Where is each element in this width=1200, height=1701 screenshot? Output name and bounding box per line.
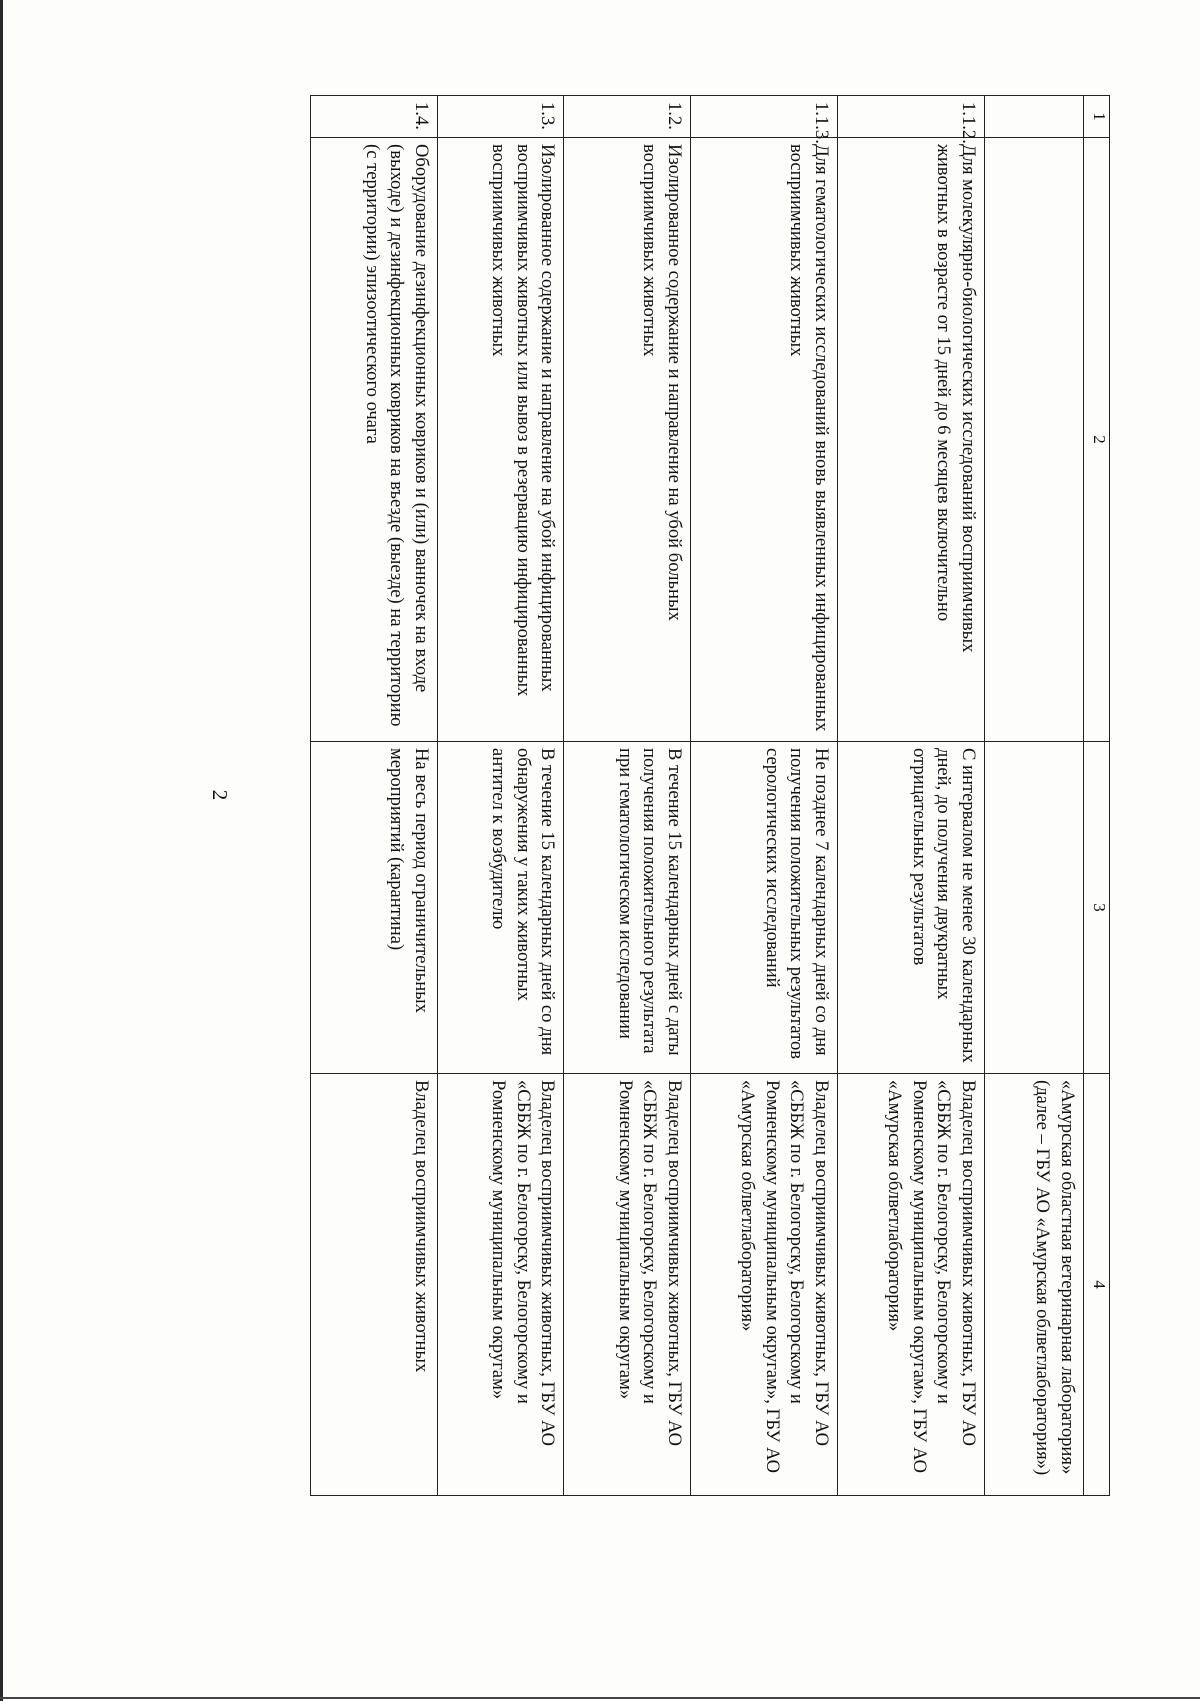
continuation-cell-responsible: «Амурская областная ветеринарная лаборатория» (далее – ГБУ АО «Амурская облветлаборатория») xyxy=(984,1074,1083,1496)
column-number-4: 4 xyxy=(1084,1074,1110,1496)
rotated-document-frame xyxy=(190,95,1110,1495)
row-deadline: На весь период ограничительных мероприятий (карантина) xyxy=(311,742,438,1074)
table-row xyxy=(311,96,438,1496)
row-action: Изолированное содержание и направление на убой инфицированных восприимчивых животных или вывоз в резервацию инфицированных восприимчивых животных xyxy=(437,138,564,742)
row-number: 1.4. xyxy=(311,96,438,138)
continuation-cell-deadline xyxy=(984,742,1083,1074)
row-deadline: Не позднее 7 календарных дней со дня получения положительных результатов серологических исследований xyxy=(690,742,837,1074)
row-number: 1.1.3. xyxy=(690,96,837,138)
row-responsible: Владелец восприимчивых животных, ГБУ АО «СББЖ по г. Белогорску, Белогорскому и Ромненскому муниципальным округам», ГБУ АО «Амурская облветлаборатория» xyxy=(690,1074,837,1496)
table-header-row xyxy=(1084,96,1110,1496)
page-number: 2 xyxy=(208,789,232,801)
table-row xyxy=(564,96,691,1496)
scan-left-edge xyxy=(0,0,3,1701)
row-action: Оборудование дезинфекционных ковриков и (или) ванночек на входе (выходе) и дезинфекционных ковриков на въезде (выезде) на территорию (с территории) эпизоотического очага xyxy=(311,138,438,742)
column-number-3: 3 xyxy=(1084,742,1110,1074)
row-responsible: Владелец восприимчивых животных xyxy=(311,1074,438,1496)
column-number-2: 2 xyxy=(1084,138,1110,742)
continuation-cell-action xyxy=(984,138,1083,742)
row-responsible: Владелец восприимчивых животных, ГБУ АО «СББЖ по г. Белогорску, Белогорскому и Ромненскому муниципальным округам» xyxy=(437,1074,564,1496)
row-responsible: Владелец восприимчивых животных, ГБУ АО «СББЖ по г. Белогорску, Белогорскому и Ромненскому муниципальным округам» xyxy=(564,1074,691,1496)
row-action: Для молекулярно-биологических исследований восприимчивых животных в возрасте от 15 дней до 6 месяцев включительно xyxy=(837,138,984,742)
row-number: 1.2. xyxy=(564,96,691,138)
column-number-1: 1 xyxy=(1084,96,1110,138)
continuation-cell-num xyxy=(984,96,1083,138)
table-row xyxy=(837,96,984,1496)
row-responsible: Владелец восприимчивых животных, ГБУ АО «СББЖ по г. Белогорску, Белогорскому и Ромненскому муниципальным округам», ГБУ АО «Амурская облветлаборатория» xyxy=(837,1074,984,1496)
row-deadline: В течение 15 календарных дней со дня обнаружения у таких животных антител к возбудителю xyxy=(437,742,564,1074)
table-row xyxy=(690,96,837,1496)
row-deadline: В течение 15 календарных дней с даты получения положительного результата при гематологическом исследовании xyxy=(564,742,691,1074)
table-row xyxy=(437,96,564,1496)
row-action: Изолированное содержание и направление на убой больных восприимчивых животных xyxy=(564,138,691,742)
row-action: Для гематологических исследований вновь выявленных инфицированных восприимчивых животных xyxy=(690,138,837,742)
row-deadline: С интервалом не менее 30 календарных дней, до получения двукратных отрицательных результатов xyxy=(837,742,984,1074)
scan-bottom-edge xyxy=(0,1697,1200,1699)
row-number: 1.3. xyxy=(437,96,564,138)
measures-table xyxy=(310,95,1110,1496)
table-row-continuation xyxy=(984,96,1083,1496)
row-number: 1.1.2. xyxy=(837,96,984,138)
